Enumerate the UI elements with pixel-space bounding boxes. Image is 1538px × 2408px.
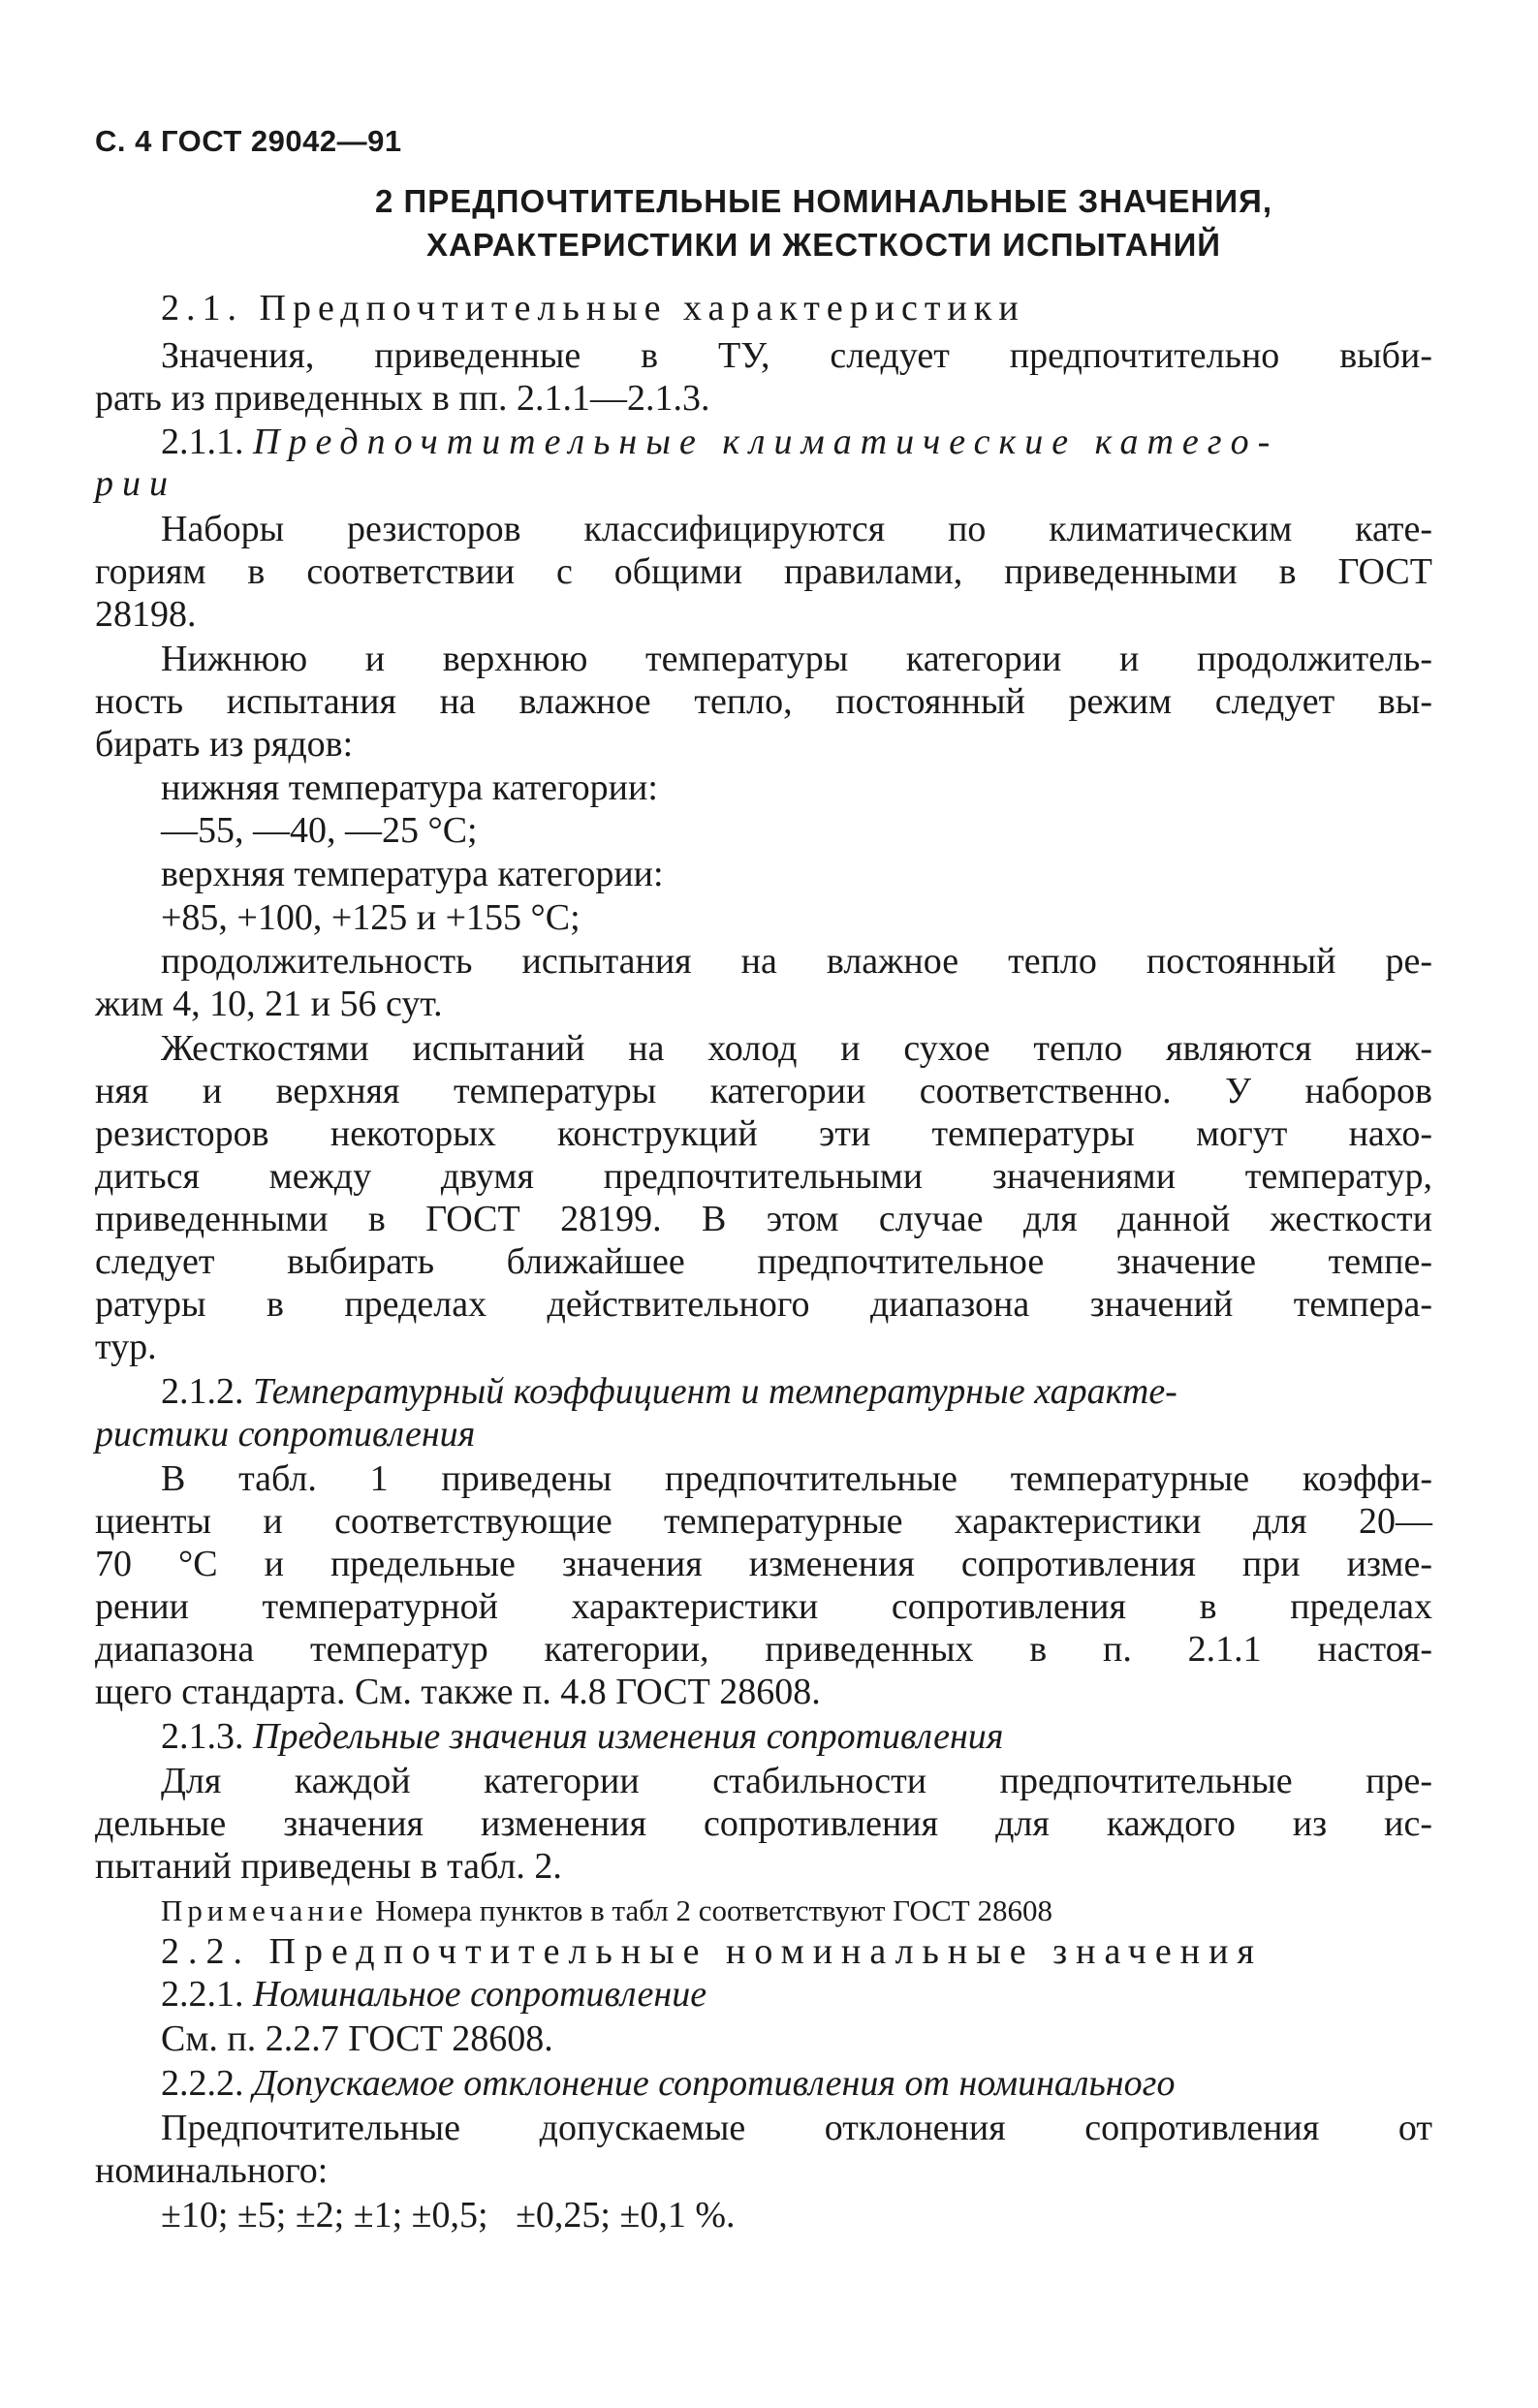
paragraph-line: Нижнюю и верхнюю температуры категории и продолжитель-	[161, 639, 1432, 679]
paragraph-line: ратуры в пределах действительного диапазона значений темпера-	[95, 1284, 1432, 1325]
subsection-2-1-3-heading	[161, 1715, 1003, 1758]
paragraph-line: В табл. 1 приведены предпочтительные температурные коэффи-	[161, 1458, 1432, 1499]
paragraph-line: щего стандарта. См. также п. 4.8 ГОСТ 28608.	[95, 1672, 821, 1712]
paragraph-line: няя и верхняя температуры категории соответственно. У наборов	[95, 1071, 1432, 1111]
paragraph-line: рать из приведенных в пп. 2.1.1—2.1.3.	[95, 378, 710, 419]
subsection-2-2-1-heading	[161, 1973, 706, 2016]
paragraph-line: тур.	[95, 1327, 157, 1367]
clause-title: Температурный коэффициент и температурные характе-	[253, 1371, 1177, 1412]
list-item-label: верхняя температура категории:	[161, 854, 664, 894]
subsection-2-1-1-heading	[161, 421, 1278, 463]
paragraph-line: 70 °С и предельные значения изменения сопротивления при изме-	[95, 1544, 1432, 1584]
paragraph-line: бирать из рядов:	[95, 724, 354, 765]
clause-title: Номинальное сопротивление	[253, 1974, 707, 2015]
note-label: Примечание	[161, 1893, 368, 1927]
clause-number: 2.1.3.	[161, 1716, 244, 1757]
paragraph-line: гориям в соответствии с общими правилами, приведенными в ГОСТ	[95, 551, 1432, 592]
paragraph-line: циенты и соответствующие температурные характеристики для 20—	[95, 1501, 1432, 1542]
note-text: Номера пунктов в табл 2 соответствуют ГОСТ 28608	[367, 1893, 1052, 1927]
clause-number: 2.2.2.	[161, 2063, 244, 2104]
paragraph-line: диться между двумя предпочтительными значениями температур,	[95, 1156, 1432, 1197]
list-item-label: нижняя температура категории:	[161, 767, 658, 808]
paragraph-line: следует выбирать ближайшее предпочтительное значение темпе-	[95, 1241, 1432, 1282]
subsection-2-1-2-heading	[161, 1370, 1177, 1413]
clause-number: 2.1.2.	[161, 1371, 244, 1412]
clause-title: Предельные значения изменения сопротивления	[253, 1716, 1004, 1757]
list-item-values: —55, —40, —25 °С;	[161, 810, 478, 851]
clause-title: Допускаемое отклонение сопротивления от номинального	[253, 2063, 1176, 2104]
paragraph-line: Наборы резисторов классифицируются по климатическим кате-	[161, 509, 1432, 549]
paragraph-line: резисторов некоторых конструкций эти температуры могут нахо-	[95, 1113, 1432, 1154]
section-title-line-2: ХАРАКТЕРИСТИКИ И ЖЕСТКОСТИ ИСПЫТАНИЙ	[425, 227, 1222, 263]
clause-title-continued: рии	[95, 463, 176, 504]
paragraph-line: Для каждой категории стабильности предпочтительные пре-	[161, 1761, 1432, 1801]
paragraph-line: номинального:	[95, 2150, 329, 2191]
paragraph-line: Предпочтительные допускаемые отклонения сопротивления от	[161, 2108, 1432, 2148]
paragraph-line: 28198.	[95, 594, 197, 635]
clause-number: 2.2.1.	[161, 1974, 244, 2015]
paragraph-line: пытаний приведены в табл. 2.	[95, 1846, 562, 1887]
subsection-2-1-heading: 2.1. Предпочтительные характеристики	[161, 288, 1025, 328]
paragraph-line: Жесткостями испытаний на холод и сухое тепло являются ниж-	[161, 1028, 1432, 1069]
clause-number: 2.1.1.	[161, 422, 244, 462]
paragraph-line: ность испытания на влажное тепло, постоянный режим следует вы-	[95, 681, 1432, 722]
clause-title: Предпочтительные климатические катего-	[253, 422, 1279, 462]
paragraph-line: Значения, приведенные в ТУ, следует предпочтительно выби-	[161, 335, 1432, 376]
paragraph-line: дельные значения изменения сопротивления для каждого из ис-	[95, 1803, 1432, 1844]
tolerance-values: ±10; ±5; ±2; ±1; ±0,5; ±0,25; ±0,1 %.	[161, 2195, 736, 2236]
paragraph-line: продолжительность испытания на влажное тепло постоянный ре-	[161, 941, 1432, 982]
paragraph-line: приведенными в ГОСТ 28199. В этом случае для данной жесткости	[95, 1199, 1432, 1239]
paragraph-line: жим 4, 10, 21 и 56 сут.	[95, 984, 443, 1024]
subsection-2-2-heading: 2.2. Предпочтительные номинальные значения	[161, 1931, 1263, 1972]
section-title-line-1: 2 ПРЕДПОЧТИТЕЛЬНЫЕ НОМИНАЛЬНЫЕ ЗНАЧЕНИЯ,	[374, 183, 1272, 219]
paragraph-line: См. п. 2.2.7 ГОСТ 28608.	[161, 2018, 553, 2059]
paragraph-line: рении температурной характеристики сопротивления в пределах	[95, 1586, 1432, 1627]
paragraph-line: диапазона температур категории, приведенных в п. 2.1.1 настоя-	[95, 1629, 1432, 1670]
subsection-2-2-2-heading	[161, 2062, 1175, 2105]
note	[161, 1890, 1052, 1932]
list-item-values: +85, +100, +125 и +155 °С;	[161, 897, 581, 938]
clause-title-continued: ристики сопротивления	[95, 1414, 476, 1454]
page-header: С. 4 ГОСТ 29042—91	[95, 124, 402, 158]
